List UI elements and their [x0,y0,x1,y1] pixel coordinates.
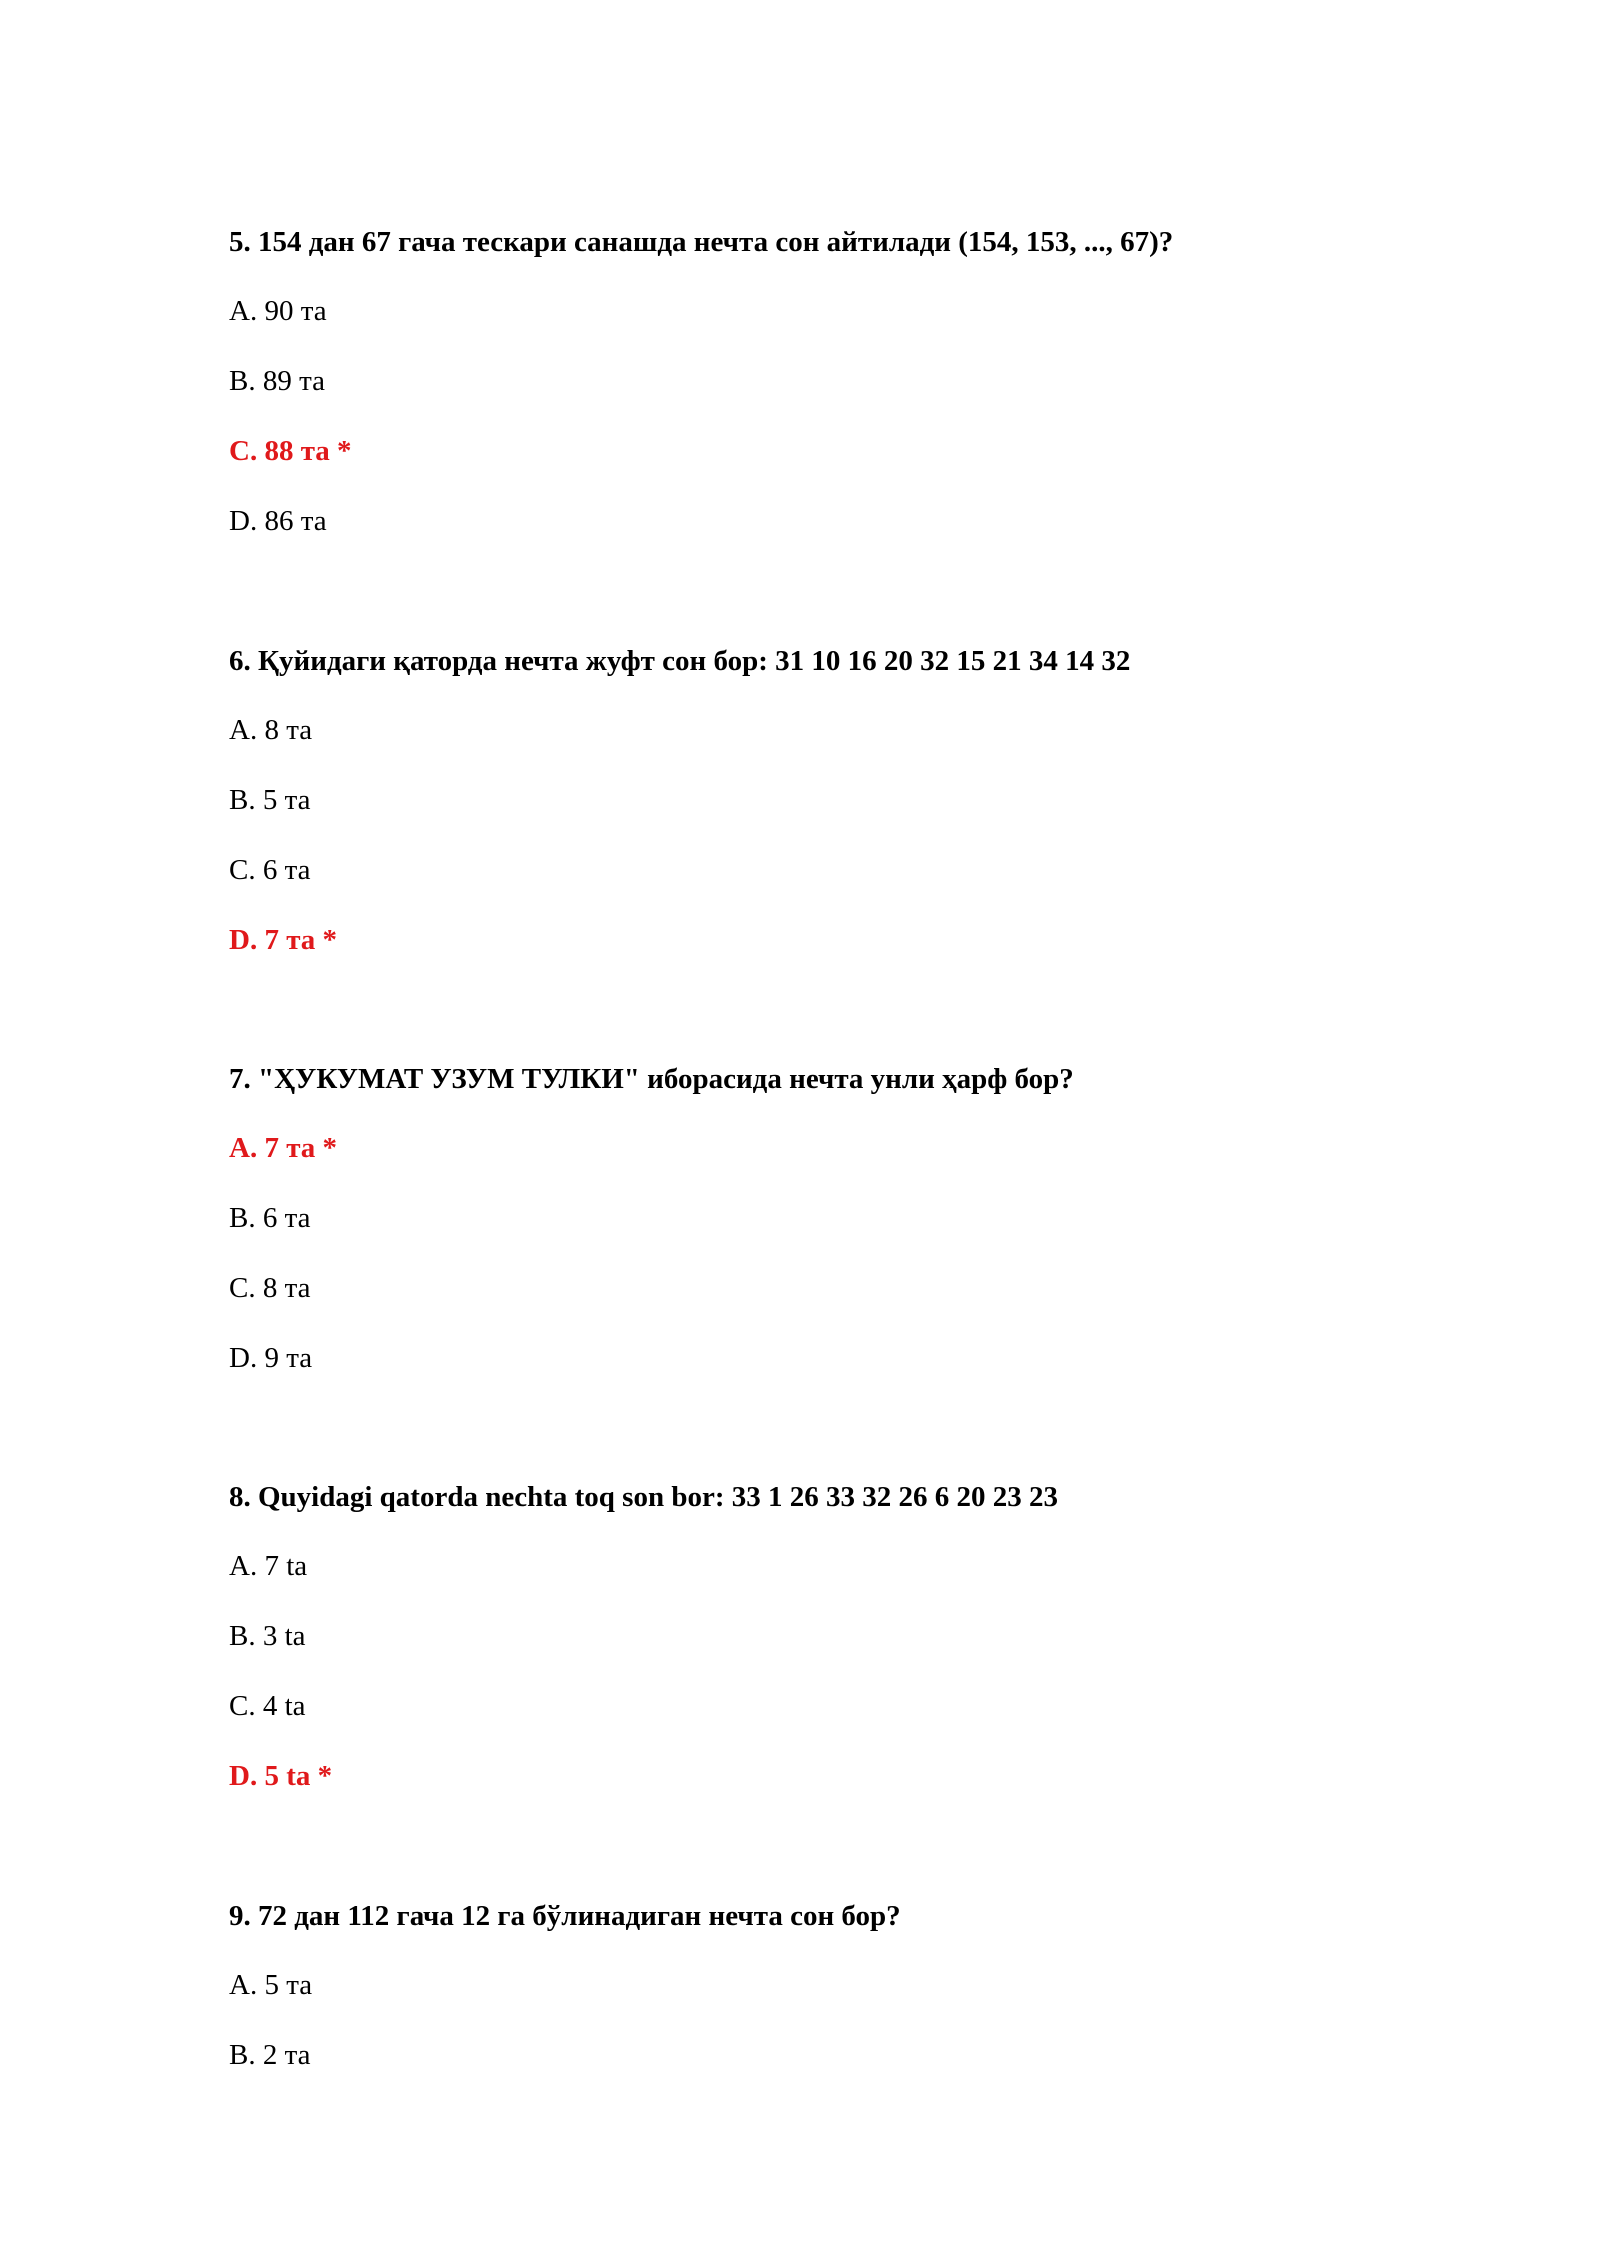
answer-option-a: A. 7 ta [229,1550,308,1582]
answer-option-a-correct: A. 7 та * [229,1132,338,1164]
question-7 [229,1061,1429,1376]
question-text: 8. Quyidagi qatorda nechta toq son bor: 33 1 26 33 32 26 6 20 23 23 [229,1481,1058,1513]
answer-option-d: D. 86 та [229,505,327,537]
question-text: 9. 72 дан 112 гача 12 га бўлинадиган нечта сон бор? [229,1900,901,1932]
question-5 [229,224,1429,539]
answer-option-b: B. 3 ta [229,1620,306,1652]
answer-option-d-correct: D. 5 ta * [229,1760,333,1792]
answer-option-b: B. 6 та [229,1202,311,1234]
question-8 [229,1479,1429,1794]
question-text: 6. Қуйидаги қаторда нечта жуфт сон бор: 31 10 16 20 32 15 21 34 14 32 [229,645,1131,677]
question-text: 5. 154 дан 67 гача тескари санашда нечта сон айтилади (154, 153, ..., 67)? [229,226,1174,258]
answer-option-a: A. 5 та [229,1969,313,2001]
answer-option-c: C. 6 та [229,854,311,886]
answer-option-a: A. 90 та [229,295,327,327]
answer-option-d-correct: D. 7 та * [229,924,338,956]
answer-option-c-correct: C. 88 та * [229,435,352,467]
answer-option-d: D. 9 та [229,1342,313,1374]
answer-option-b: B. 5 та [229,784,311,816]
question-9 [229,1898,1429,2073]
answer-option-b: B. 2 та [229,2039,311,2071]
answer-option-c: C. 8 та [229,1272,311,1304]
answer-option-c: C. 4 ta [229,1690,306,1722]
answer-option-a: A. 8 та [229,714,313,746]
question-6 [229,643,1429,958]
question-text: 7. "ҲУКУМАТ УЗУМ ТУЛКИ" иборасида нечта унли ҳарф бор? [229,1063,1074,1095]
answer-option-b: B. 89 та [229,365,325,397]
